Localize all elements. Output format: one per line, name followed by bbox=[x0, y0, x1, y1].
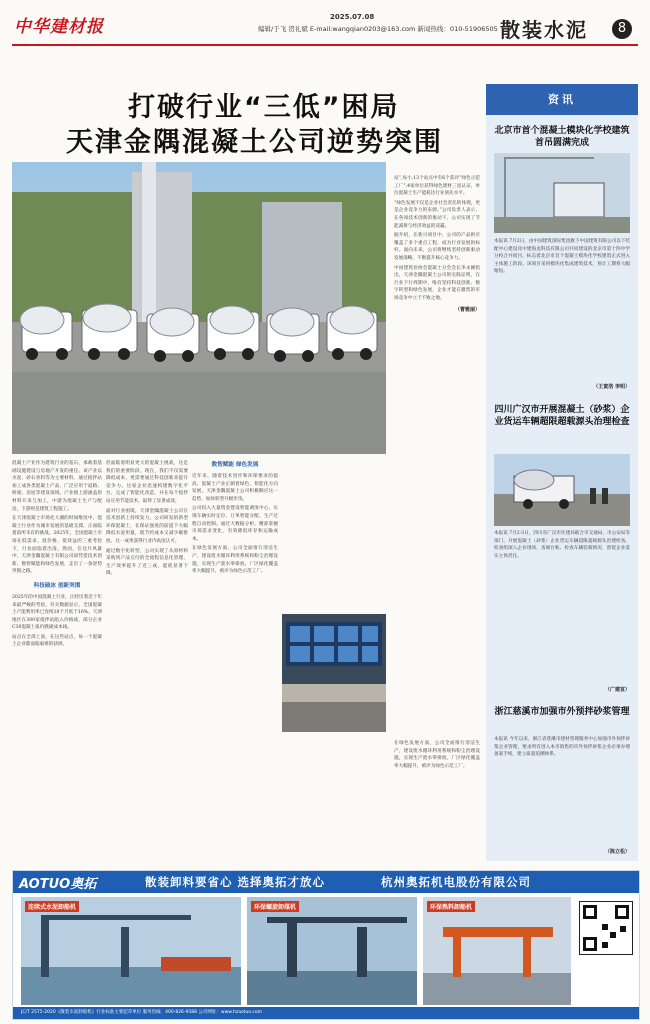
ad-slogan: 散装卸料要省心 选择奥拓才放心 bbox=[145, 875, 326, 889]
article-column-3 bbox=[192, 460, 278, 860]
subheading: 科技破冰 创新突围 bbox=[33, 582, 81, 589]
sidebar-item2-author: （广建宣） bbox=[604, 687, 630, 693]
paragraph: 近年来，随着技术进步和环保要求的提高，混凝土产业正朝着绿色、智能化方向发展。天津金隅混凝土公司积极顺应这一趋势，加快转型升级步伐。 bbox=[192, 474, 278, 502]
headline-line1: 打破行业“三低”困局 bbox=[128, 92, 400, 123]
sidebar-item3-title: 浙江慈溪市加强市外预拌砂浆管理 bbox=[494, 707, 630, 717]
inspection-photo bbox=[494, 454, 630, 526]
paragraph: 站点在全部上面，在这些站点，每一个混凝土企业都面临艰难的抉择。 bbox=[12, 634, 102, 648]
paragraph: 通过数字化转型，公司实现了从原材料采购到产品交付的全流程信息化管理，生产效率提升了近三成，能耗显著下降。 bbox=[106, 548, 188, 577]
section-title: 散装水泥 bbox=[500, 18, 588, 42]
sidebar-item1-title: 北京市首个混凝土模块化学校建筑首吊圆满完成 bbox=[494, 126, 630, 148]
ad-photo-cement-unloader bbox=[21, 897, 241, 1005]
top-rule bbox=[12, 44, 638, 46]
ad-footer bbox=[13, 1007, 639, 1019]
ad-caption-3: 环保熟料卸船机 bbox=[427, 901, 475, 912]
ad-caption-2: 环保螺旋卸煤机 bbox=[251, 901, 299, 912]
paragraph: 混凝土产业作为建筑行业的基石，承载着基础设施建设与房地产开发的重任。该产业以水泥、砂石骨料等为主要材料，通过搅拌站加工成各类混凝土产品，广泛应用于道路、桥梁、房屋等建设领域。产业链上游涵盖原材料开采与加工，中游为混凝土生产与配送，下游则是建筑工程施工。 bbox=[12, 461, 102, 512]
advertisement bbox=[12, 870, 640, 1020]
sidebar-item1-author: （王寅浩 李明） bbox=[593, 384, 630, 390]
paragraph: 2025年的中国混凝土行业，正经历着近十年来最严峻的考验。有关数据显示，全国混凝土产能利用率已连续18个月低于16%。天津地区在300家搅拌站陷入价格战，部分企业C30混凝土报价跌破成本线。 bbox=[12, 594, 102, 631]
paragraph: 公司投入大量资金建设智能调度中心，实现车辆实时定位、订单智能分配、生产过程自动控制。通过大数据分析，精准掌握市场需求变化，有效降低库存和运输成本。 bbox=[192, 506, 278, 542]
article-column-2 bbox=[106, 460, 188, 860]
paragraph: 在天津混凝土市场化大潮的时间维度中，混凝土行业作为城市发展的基础支撑，正面临着前所未有的挑战。2025年，全国混凝土市场在低需求、低价格、低效益的三重考验下，行业面临着出清。然而，在这片风暴中，天津金隅混凝土有限公司却凭借技术创新、数智赋能和绿色发展，走出了一条逆势突围之路。 bbox=[12, 516, 102, 575]
paragraph: 在绿色发展方面，公司全面推行清洁生产，建设废水循环利用系统和粉尘治理设施，实现生产废水零排放。厂区绿化覆盖率大幅提升，被评为绿色示范工厂。 bbox=[192, 546, 278, 575]
ad-brand-logo: AOTUO奥拓 bbox=[19, 877, 97, 892]
sidebar-item1-text: 本报讯 7月2日，由中国建筑国际集团旗下中国建筑有限公司以下装配中心建设及中建海龙科技有限公司共同建设的北京市第十四中学分校合并项目，标志着北京市首个混凝土模块化学校建筑正式进入主体施工阶段。该项目采用模块化集成建筑技术，预计工期将大幅缩短。 bbox=[494, 239, 630, 275]
article-author: （曹雅丽） bbox=[454, 306, 480, 313]
sidebar-header bbox=[486, 84, 638, 115]
editor-line: 编辑/于飞 贺礼斌 E-mail:wangqian0203@163.com 新闻热线：010-51906505 bbox=[258, 25, 498, 33]
ad-company-name: 杭州奥拓机电股份有限公司 bbox=[381, 875, 531, 889]
ad-footer-text: JC/T 2575-2020《散装水泥卸船机》行业标准主要起草单位 服务热线：400-826-9588 公司网址：www.hzaotuo.com bbox=[21, 1010, 263, 1015]
sidebar-header-label: 资讯 bbox=[548, 93, 576, 106]
sidebar-item3-author: （陈立松） bbox=[604, 849, 630, 855]
paragraph: 但面临着明显更大的混凝土挑战，这是我们的重要阶段。现在，我们不仅需要降低成本，更需要通过科技创新来提升竞争力。这家企业迅速构建数字化平台，完成了智能化改造，并在每个搅拌站应用节能技术，取得了显著成效。 bbox=[106, 461, 188, 504]
ad-caption-1: 连续式水泥卸船机 bbox=[25, 901, 79, 912]
sidebar-item2-title: 四川广汉市开展混凝土（砂浆）企业货运车辆超限超载源头治理检查 bbox=[494, 405, 630, 427]
issue-date: 2025.07.08 bbox=[330, 13, 375, 21]
article-column-4 bbox=[394, 175, 480, 605]
subheading: 数智赋能 绿色发展 bbox=[211, 462, 259, 468]
ad-banner bbox=[13, 871, 639, 893]
masthead bbox=[0, 0, 650, 44]
modular-school-photo bbox=[494, 153, 630, 233]
ad-photo-clinker-unloader bbox=[423, 897, 571, 1005]
article-column-4b bbox=[394, 740, 480, 860]
headline-line2: 天津金隅混凝土公司逆势突围 bbox=[66, 127, 443, 158]
ad-qr-code[interactable] bbox=[579, 901, 633, 955]
paragraph: 面对行业困境，天津金隅混凝土公司在技术创新上持续发力。公司研发的新型环保混凝土，在保证强度的前提下大幅降低水泥用量，既节约成本又减少碳排放。这一成果获得行业内高度认可。 bbox=[106, 508, 188, 544]
newspaper-logo: 中华建材报 bbox=[14, 17, 104, 37]
sidebar-item3-text: 本报讯 今年以来，浙江省慈溪市建材管理服务中心加强市外预拌砂浆企业管理，要求所有进入本市销售的市外预拌砂浆企业必须办理备案手续，建立质量追溯体系。 bbox=[494, 737, 630, 758]
mixer-trucks-photo bbox=[12, 162, 386, 454]
paragraph: 据介绍，在新兴项目中，公司的产品供应覆盖了多个重点工程，成为行业发展的标杆。面向未来，公司将继续坚持创新驱动发展战略，不断提升核心竞争力。 bbox=[394, 233, 480, 261]
article-column-1 bbox=[12, 460, 102, 860]
paragraph: 在绿色发展方面，公司全面推行清洁生产，建设废水循环利用系统和粉尘治理设施，实现生产废水零排放。厂区绿化覆盖率大幅提升，被评为绿色示范工厂。 bbox=[394, 741, 480, 769]
control-room-photo bbox=[282, 614, 386, 732]
paragraph: “绿色发展不仅是企业社会责任的体现，更是企业竞争力的来源。”公司负责人表示，在各项技术创新的推动下，公司实现了节能减排与经济效益的双赢。 bbox=[394, 200, 480, 229]
paragraph: 中国建筑业协会混凝土分会会长李永刚指出，天津金隅混凝土公司的实践证明，在行业下行周期中，唯有坚持科技创新、数字转型和绿色发展，企业才能在激烈的市场竞争中立于不败之地。 bbox=[394, 265, 480, 301]
paragraph: 站”,每小,13个站点中有6个获评“绿色示范工厂”,4家单位获得绿色建材三星认证，单位混凝土生产能耗达行业领先水平。 bbox=[394, 176, 480, 197]
sidebar-item2-text: 本报讯 7月2-3日，四川省广汉市住建局联合市交通局、市公安局等部门，开展混凝土（砂浆）企业货运车辆超限超载源头治理检查。检查组深入企业现场，查阅台账、检查车辆装载情况，督促企业落实主体责任。 bbox=[494, 531, 630, 559]
ad-photo-coal-unloader bbox=[247, 897, 417, 1005]
page-number: 8 bbox=[612, 19, 632, 39]
